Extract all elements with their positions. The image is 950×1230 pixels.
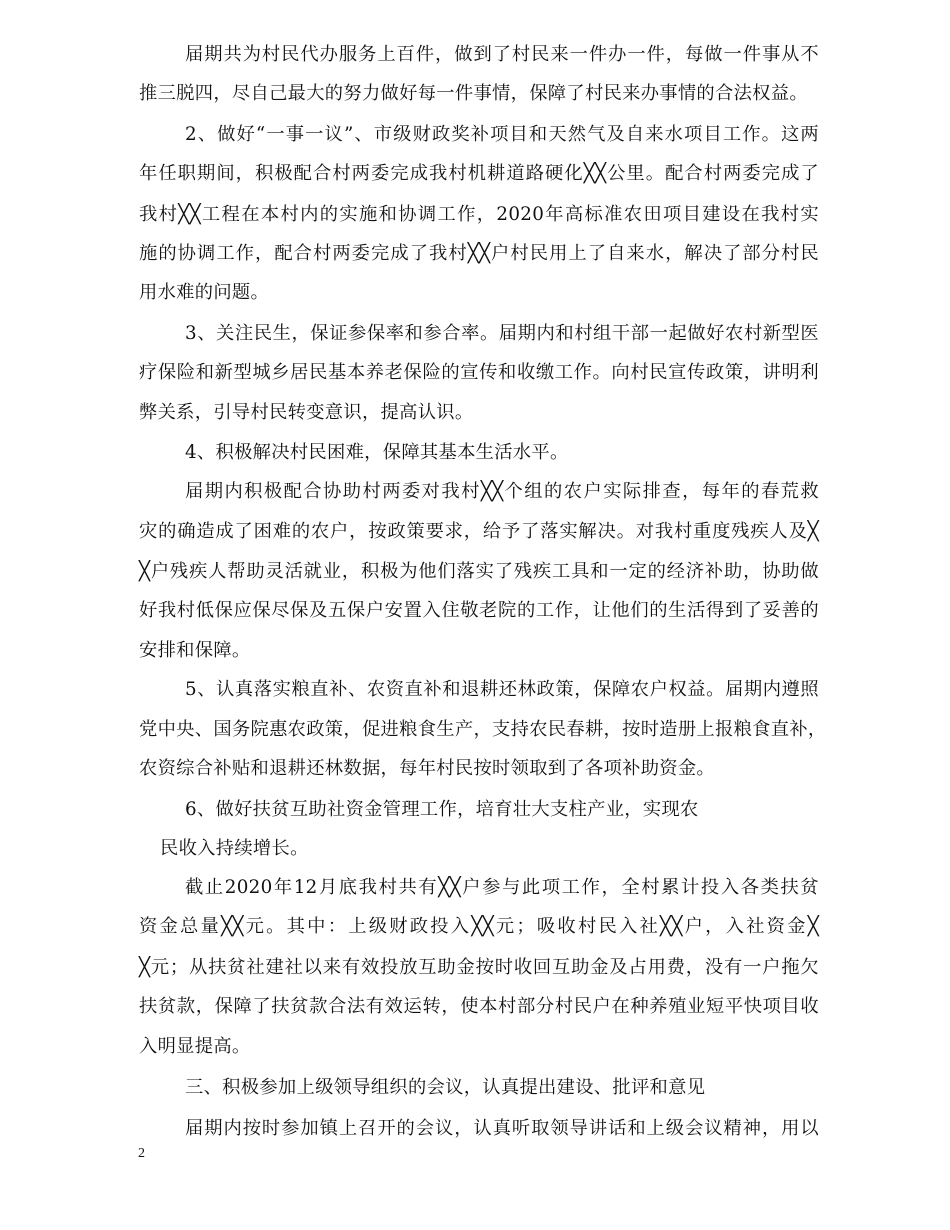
- text-line: 入明显提高。: [139, 1036, 251, 1057]
- text-line: 灾的确造成了困难的农户，按政策要求，给予了落实解决。对我村重度残疾人及╳: [139, 521, 819, 542]
- text-line: ╳元；从扶贫社建社以来有效投放互助金按时收回互助金及占用费，没有一户拖欠: [139, 957, 819, 978]
- text-line: 年任职期间，积极配合村两委完成我村机耕道路硬化╳╳公里。配合村两委完成了: [139, 163, 819, 184]
- text-line: 推三脱四，尽自己最大的努力做好每一件事情，保障了村民来办事情的合法权益。: [139, 83, 808, 104]
- text-line: 施的协调工作，配合村两委完成了我村╳╳户村民用上了自来水，解决了部分村民: [139, 243, 819, 264]
- text-line: 民收入持续增长。: [160, 838, 309, 859]
- text-line: 扶贫款，保障了扶贫款合法有效运转，使本村部分村民户在种养殖业短平快项目收: [139, 996, 819, 1017]
- text-line: 好我村低保应保尽保及五保户安置入住敬老院的工作，让他们的生活得到了妥善的: [139, 600, 819, 621]
- text-line: 三、积极参加上级领导组织的会议，认真提出建设、批评和意见: [185, 1077, 706, 1098]
- text-line: 4、积极解决村民困难，保障其基本生活水平。: [185, 442, 569, 463]
- text-line: 资金总量╳╳元。其中：上级财政投入╳╳元；吸收村民入社╳╳户，入社资金╳: [139, 916, 819, 937]
- text-line: ╳户残疾人帮助灵活就业，积极为他们落实了残疾工具和一定的经济补助，协助做: [139, 561, 819, 582]
- text-line: 2、做好“一事一议”、市级财政奖补项目和天然气及自来水项目工作。这两: [185, 124, 819, 145]
- text-line: 我村╳╳工程在本村内的实施和协调工作，2020年高标准农田项目建设在我村实: [139, 204, 819, 225]
- text-line: 用水难的问题。: [139, 282, 270, 303]
- text-line: 届期共为村民代办服务上百件，做到了村民来一件办一件，每做一件事从不: [185, 44, 819, 65]
- text-line: 农资综合补贴和退耕还林数据，每年村民按时领取到了各项补助资金。: [139, 758, 716, 779]
- text-line: 安排和保障。: [139, 640, 251, 661]
- text-line: 5、认真落实粮直补、农资直补和退耕还林政策，保障农户权益。届期内遵照: [185, 679, 819, 700]
- text-line: 届期内按时参加镇上召开的会议，认真听取领导讲话和上级会议精神，用以: [185, 1118, 819, 1139]
- text-line: 6、做好扶贫互助社资金管理工作，培育壮大支柱产业，实现农: [185, 799, 699, 820]
- text-line: 截止2020年12月底我村共有╳╳户参与此项工作，全村累计投入各类扶贫: [185, 877, 819, 898]
- page-number: 2: [138, 1146, 145, 1161]
- text-line: 3、关注民生，保证参保率和参合率。届期内和村组干部一起做好农村新型医: [185, 323, 819, 344]
- text-line: 届期内积极配合协助村两委对我村╳╳个组的农户实际排查，每年的春荒救: [185, 481, 819, 502]
- text-line: 弊关系，引导村民转变意识，提高认识。: [139, 402, 474, 423]
- text-line: 疗保险和新型城乡居民基本养老保险的宣传和收缴工作。向村民宣传政策，讲明利: [139, 362, 819, 383]
- text-line: 党中央、国务院惠农政策，促进粮食生产，支持农民春耕，按时造册上报粮食直补，: [139, 719, 827, 740]
